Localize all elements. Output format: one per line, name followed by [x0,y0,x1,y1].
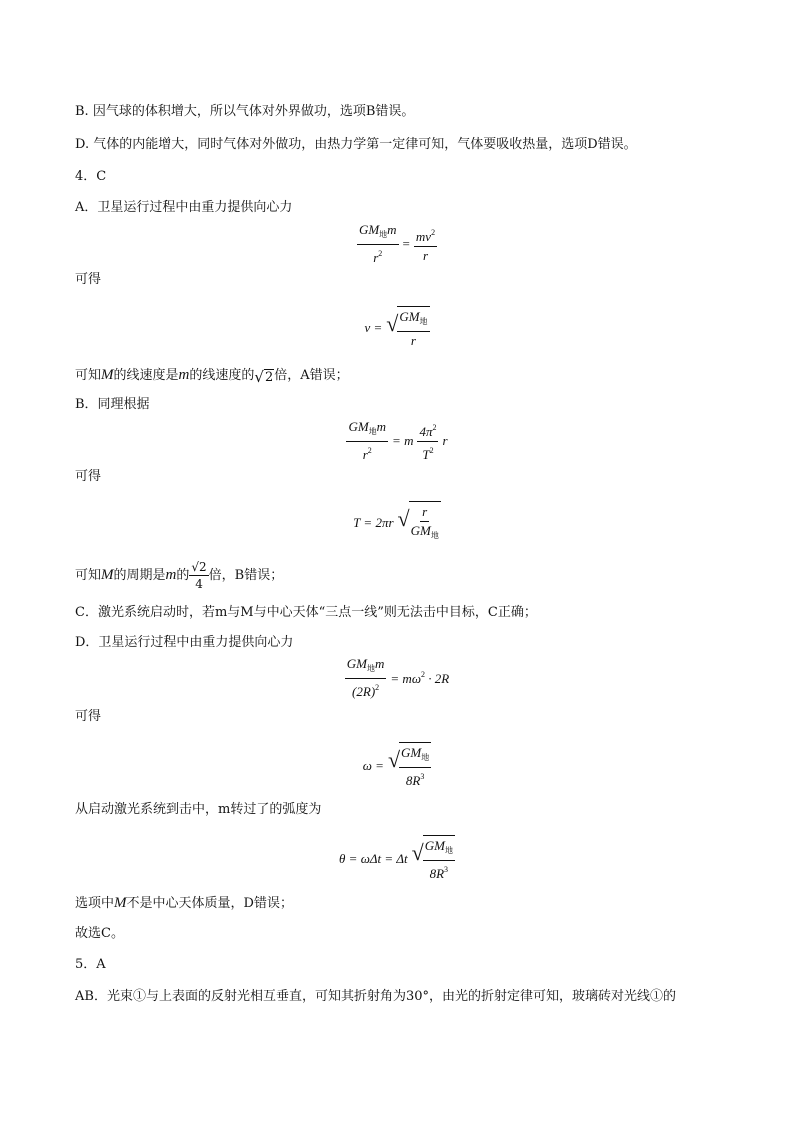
text-line-velocity-ratio: 可知M的线速度是m的线速度的 √ 2 倍，A错误； [75,367,349,386]
text-line-kede: 可得 [75,272,102,287]
formula-gravity-omega: $\frac{GM_地m}{(2R)^2}$ = $m\omega^2 \cdot 2R$ [346,656,450,699]
text-line-4d: D．卫星运行过程中由重力提供向心力 [75,635,294,650]
text-line-kede-2: 可得 [75,469,102,484]
answer-4: 4．C [75,169,107,184]
formula-gravity-period: $\frac{GM_地m}{r^2}$ = m $\frac{4\pi^2}{T^2}$ r [348,419,448,462]
formula-omega: ω = √ $\frac{GM_地}{8R^3}$ [0,742,794,789]
text-line-d-conclusion: 选项中M不是中心天体质量，D错误； [75,895,293,911]
formula-gravity-velocity: $\frac{GM_地m}{r^2}$ = $\frac{mv^2}{r}$ [358,222,436,265]
text-line-b: B. 因气球的体积增大，所以气体对外界做功，选项B错误。 [75,104,415,119]
answer-5: 5．A [75,957,106,972]
text-line-d: D. 气体的内能增大，同时气体对外做功，由热力学第一定律可知，气体要吸收热量，选项D错误。 [75,137,637,152]
fraction: $\frac{mv^2}{r}$ [414,225,437,264]
text-line-arc: 从启动激光系统到击中，m转过了的弧度为 [75,802,322,817]
sqrt: √ $\frac{GM_地}{r}$ [386,306,429,349]
text-line-kede-3: 可得 [75,709,102,724]
text-line-answer-c: 故选C。 [75,926,124,941]
formula-theta: θ = ωΔt = Δt √ $\frac{GM_地}{8R^3}$ [0,835,794,882]
text-line-4a: A．卫星运行过程中由重力提供向心力 [75,200,293,215]
formula-velocity: v = √ $\frac{GM_地}{r}$ [0,306,794,349]
formula-period: T = 2πr √ $\frac{r}{GM_地}$ [0,501,794,544]
text-line-4b: B．同理根据 [75,397,150,412]
text-line-4c: C．激光系统启动时，若m与M与中心天体“三点一线”则无法击中目标，C正确； [75,605,537,620]
fraction: $\frac{GM_地m}{r^2}$ [358,222,397,265]
text-line-period-ratio: 可知M的周期是m的 $\frac{√2}{4}$ 倍，B错误； [75,560,284,591]
text-line-5ab: AB．光束①与上表面的反射光相互垂直，可知其折射角为30°，由光的折射定律可知，玻璃砖对光线①的 [75,989,676,1004]
